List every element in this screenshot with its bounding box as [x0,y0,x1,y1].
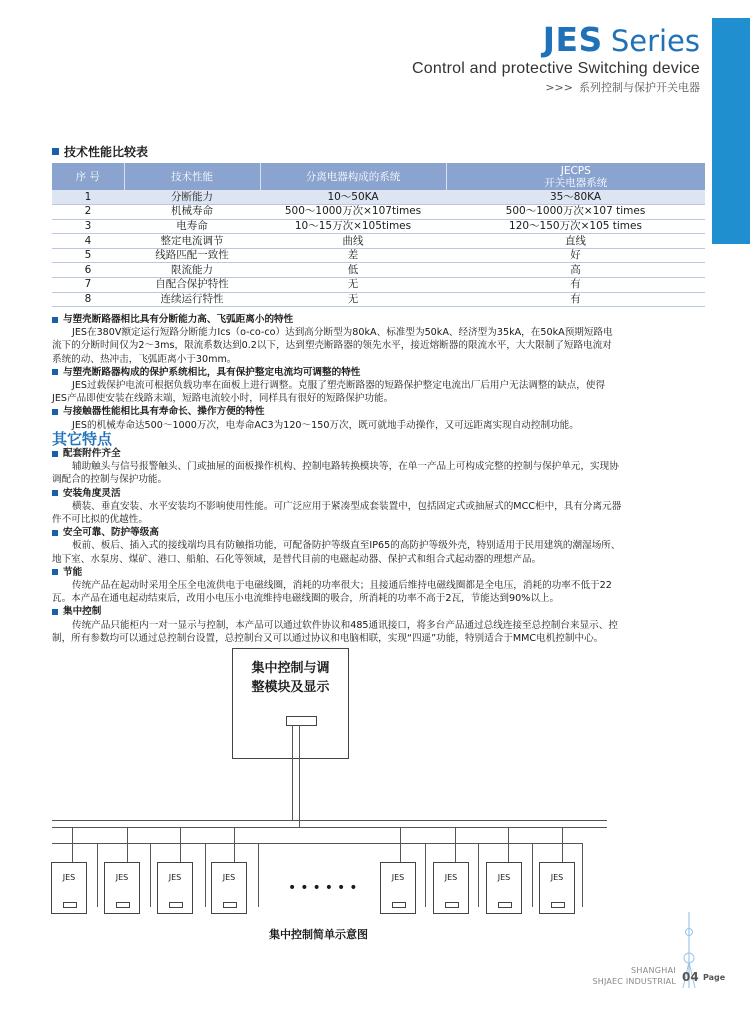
cell-no: 1 [52,190,124,205]
col-header-jecps-line1: JECPS [560,164,591,177]
jes-terminal [63,902,77,908]
bullet-square-icon [52,530,58,536]
control-port [286,716,317,726]
cell-separate: 低 [260,263,446,278]
jes-module: JES [433,862,469,914]
jes-terminal [116,902,130,908]
cell-separate: 10～50KA [260,190,446,205]
jes-module: JES [486,862,522,914]
arrow-glyphs: >>> [545,81,573,94]
jes-module: JES [380,862,416,914]
table-row [52,278,705,293]
drop-line [582,843,583,907]
note-heading: 与塑壳断路器相比具有分断能力高、飞弧距离小的特性 [52,313,618,326]
jes-module: JES [539,862,575,914]
cell-property: 分断能力 [124,190,260,205]
table-header-row [52,163,705,190]
cell-property: 整定电流调节 [124,234,260,249]
jes-module: JES [157,862,193,914]
cell-no: 2 [52,205,124,220]
cell-separate: 500～1000万次×107times [260,205,446,220]
feature-paragraph: 传统产品只能柜内一对一显示与控制，本产品可以通过软件协议和485通讯接口，将多台产品通过总线连接至总控制台来显示、控制，所有参数均可以通过总控制台设置，总控制台又可以通过协议和电脑相联，实现“四遥”功能，特别适合于MMC电机控制中心。 [52,619,618,644]
cell-jecps: 高 [446,263,705,278]
col-header-no: 序 号 [52,163,124,190]
drop-line [97,843,98,907]
cell-jecps: 有 [446,278,705,293]
central-control-box [232,648,349,759]
cell-no: 3 [52,219,124,234]
cell-property: 机械寿命 [124,205,260,220]
cell-separate: 无 [260,278,446,293]
feature-paragraph: 横装、垂直安装、水平安装均不影响使用性能。可广泛应用于紧凑型成套装置中，包括固定式或抽屉式的MCC柜中，具有分离元器件不可比拟的优越性。 [52,500,622,526]
ellipsis-dots: •••••• [288,880,362,896]
footer-company: SHJAEC INDUSTRIAL [592,977,676,986]
cell-property: 自配合保护特性 [124,278,260,293]
jes-terminal [169,902,183,908]
main-feed-line [299,725,300,827]
cell-no: 8 [52,292,124,307]
cn-subtitle-text: 系列控制与保护开关电器 [579,81,700,94]
feature-paragraph: 板前、板后、插入式的接线端均具有防触指功能，可配备防护等级直至IP65的高防护等级外壳，特别适用于民用建筑的潮湿场所、地下室、水泵房、煤矿、港口、船舶、石化等领域，是替代目前的电磁起动器、保护式和组合式起动器的理想产品。 [52,540,621,565]
cell-jecps: 120～150万次×105 times [446,219,705,234]
side-accent-tab [712,18,750,244]
cell-separate: 无 [260,292,446,307]
brand-name: JES [542,20,603,59]
cell-jecps: 直线 [446,234,705,249]
table-row [52,234,705,249]
header-subtitle: Control and protective Switching device [412,60,700,77]
note-paragraph: JES的机械寿命达500～1000万次，电寿命AC3为120～150万次，既可就地手动操作，又可远距离实现自动控制功能。 [72,419,579,431]
section-title-comparison [52,143,148,160]
bus-line-3 [52,843,583,844]
jes-terminal [551,902,565,908]
jes-module: JES [211,862,247,914]
features-block [52,447,622,645]
col-header-property: 技术性能 [124,163,260,190]
page-label: Page [703,973,726,982]
cell-jecps: 好 [446,248,705,263]
feature-paragraph: 辅助触头与信号报警触头、门或抽屉的面板操作机构、控制电路转换模块等，在单一产品上可构成完整的控制与保护单元，实现协调配合的控制与保护功能。 [52,461,619,486]
table-row [52,219,705,234]
drop-line [532,843,533,907]
cell-no: 4 [52,234,124,249]
table-row [52,248,705,263]
notes-block [52,313,618,432]
section-title-text: 技术性能比较表 [64,145,149,159]
cell-no: 6 [52,263,124,278]
bullet-square-icon [52,409,58,415]
jes-terminal [498,902,512,908]
header-cn-subtitle [545,79,700,95]
bullet-square-icon [52,148,59,155]
jes-terminal [392,902,406,908]
jes-terminal [223,902,237,908]
drop-line [205,843,206,907]
cell-jecps: 有 [446,292,705,307]
note-paragraph: JES过载保护电流可根据负载功率在面板上进行调整。克服了塑壳断路器的短路保护整定电流出厂后用户无法调整的缺点，使得JES产品即使安装在线路末端，短路电流较小时，同样具有很好的短路保护功能。 [52,380,606,405]
note-heading: 与接触器性能相比具有寿命长、操作方便的特性 [52,405,618,418]
col-header-jecps [446,163,705,190]
page-number: 04 [682,970,699,984]
header-title [543,20,700,62]
cell-property: 电寿命 [124,219,260,234]
col-header-separate: 分离电器构成的系统 [260,163,446,190]
cell-separate: 差 [260,248,446,263]
drop-line [425,843,426,907]
bullet-square-icon [52,369,58,375]
central-control-label: 集中控制与调 整模块及显示 [251,661,330,695]
note-heading: 与塑壳断路器构成的保护系统相比，具有保护整定电流均可调整的特性 [52,366,618,379]
footer-city: SHANGHAI [631,966,676,975]
feature-heading: 安全可靠、防护等级高 [52,526,622,539]
cell-no: 5 [52,248,124,263]
cell-property: 连续运行特性 [124,292,260,307]
jes-module: JES [51,862,87,914]
comparison-table [52,163,705,307]
cell-no: 7 [52,278,124,293]
cell-property: 线路匹配一致性 [124,248,260,263]
main-feed-line [292,725,293,820]
bullet-square-icon [52,451,58,457]
drop-line [478,843,479,907]
cell-property: 限流能力 [124,263,260,278]
bullet-square-icon [52,569,58,575]
cell-separate: 10～15万次×105times [260,219,446,234]
series-word: Series [610,24,700,58]
jes-terminal [445,902,459,908]
bullet-square-icon [52,490,58,496]
diagram-caption: 集中控制简单示意图 [269,928,368,941]
cell-jecps: 35～80KA [446,190,705,205]
bus-line-1 [52,820,607,821]
feature-heading: 集中控制 [52,605,622,618]
table-row [52,190,705,205]
drop-line [150,843,151,907]
col-header-jecps-line2: 开关电器系统 [544,176,608,189]
bullet-square-icon [52,317,58,323]
section-title-features: 其它特点 [52,430,113,448]
table-row [52,205,705,220]
note-paragraph: JES在380V额定运行短路分断能力Ics（o-co-co）达到高分断型为80kA、标准型为50kA、经济型为35kA，在50kA预期短路电流下的分断时间仅为2～3ms，限流系数达到0.2以下，达到塑壳断路器的领先水平，接近熔断器的限流水平，大大限制了短路电流对系统的动、热冲击，飞弧距离小于30mm。 [52,327,613,365]
table-row [52,263,705,278]
feature-heading: 配套附件齐全 [52,447,622,460]
cell-jecps: 500～1000万次×107 times [446,205,705,220]
feature-heading: 节能 [52,566,622,579]
jes-module: JES [104,862,140,914]
feature-paragraph: 传统产品在起动时采用全压全电流供电于电磁线圈，消耗的功率很大；且接通后维持电磁线圈都是全电压，消耗的功率不低于22瓦。本产品在通电起动结束后，改用小电压小电流维持电磁线圈的吸合，所消耗的功率不高于2瓦，节能达到90%以上。 [52,580,612,605]
cell-separate: 曲线 [260,234,446,249]
table-row [52,292,705,307]
drop-line [258,843,259,907]
bullet-square-icon [52,609,58,615]
feature-heading: 安装角度灵活 [52,487,622,500]
bus-line-2 [52,827,607,828]
